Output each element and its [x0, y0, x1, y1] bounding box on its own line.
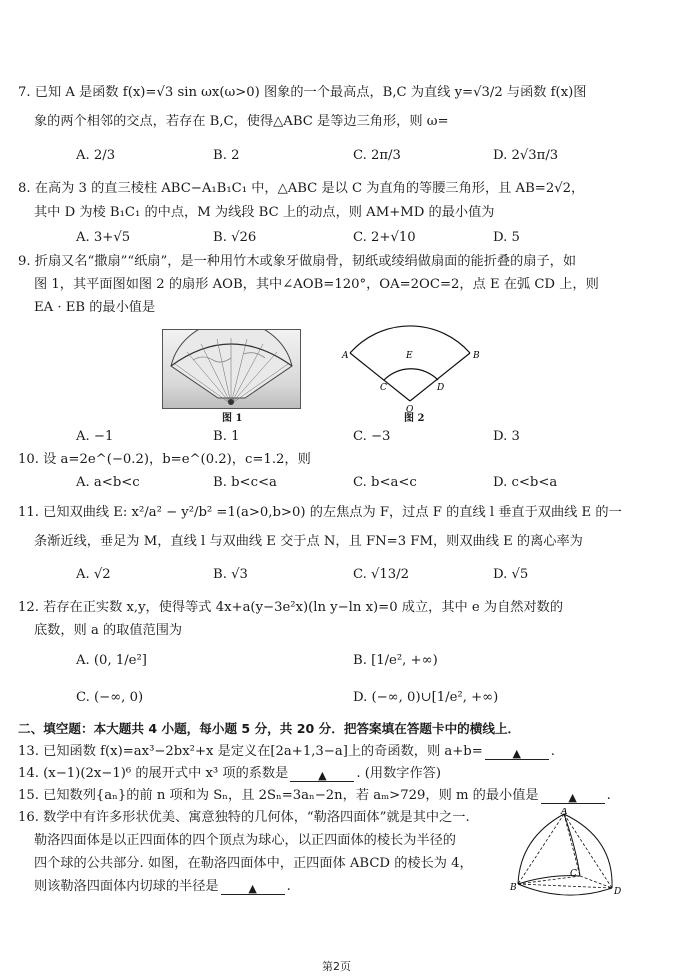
q7-option-c: C. 2π/3 [353, 148, 401, 163]
q15-tail: . [606, 788, 611, 803]
q16-stem-line4-wrap [34, 878, 291, 896]
q11-option-a: A. √2 [76, 567, 111, 582]
fan-sector-diagram [340, 306, 480, 416]
figure2-caption: 图 2 [404, 413, 425, 424]
fig16-label-a: A [561, 808, 568, 817]
q11-option-b: B. √3 [213, 567, 248, 582]
q13-blank-mark: ▲ [512, 747, 522, 760]
q12-stem-line2: 底数，则 a 的取值范围为 [34, 623, 183, 638]
q10-stem-line1: 10. 设 a=2e^(−0.2)，b=e^(0.2)，c=1.2，则 [18, 452, 311, 467]
q16-answer-blank[interactable] [221, 880, 285, 895]
q15-line [18, 787, 611, 805]
fig16-label-c: C [570, 869, 577, 879]
q11-stem-line2: 条渐近线，垂足为 M，直线 l 与双曲线 E 交于点 N，且 FN=3 FM，则双曲线 E 的离心率为 [34, 534, 583, 549]
q13-tail: . [550, 744, 555, 759]
q16-stem-line1: 16. 数学中有许多形状优美、寓意独特的几何体，“勒洛四面体”就是其中之一. [18, 810, 470, 825]
q11-stem-line1: 11. 已知双曲线 E: x²/a² − y²/b² =1(a>0,b>0) 的左焦点为 F，过点 F 的直线 l 垂直于双曲线 E 的一 [18, 505, 622, 520]
q10-option-b: B. b<c<a [213, 475, 277, 490]
q9-option-d: D. 3 [493, 429, 520, 444]
q8-option-c: C. 2+√10 [353, 230, 416, 245]
q14-text: 14. (x−1)(2x−1)⁶ 的展开式中 x³ 项的系数是 [18, 766, 289, 781]
q7-option-b: B. 2 [213, 148, 240, 163]
q7-option-a: A. 2/3 [76, 148, 116, 163]
fig2-label-e: E [406, 351, 413, 361]
q16-stem-line2: 勒洛四面体是以正四面体的四个顶点为球心，以正四面体的棱长为半径的 [34, 833, 456, 848]
q8-option-a: A. 3+√5 [76, 230, 131, 245]
q8-stem-line2: 其中 D 为棱 B₁C₁ 的中点，M 为线段 BC 上的动点，则 AM+MD 的最小值为 [34, 205, 495, 220]
q9-stem-line3: EA · EB 的最小值是 [34, 300, 156, 315]
fig2-label-c: C [380, 383, 387, 393]
q7-stem-line1: 7. 已知 A 是函数 f(x)=√3 sin ωx(ω>0) 图象的一个最高点，B,C 为直线 y=√3/2 与函数 f(x)图 [18, 85, 587, 100]
q16-tail: . [286, 879, 291, 894]
fig2-label-b: B [473, 351, 480, 361]
q11-option-c: C. √13/2 [353, 567, 410, 582]
q9-option-b: B. 1 [213, 429, 240, 444]
q13-line [18, 743, 555, 761]
reuleaux-tetrahedron-figure [510, 808, 622, 898]
q13-answer-blank[interactable] [485, 745, 549, 760]
fig16-label-d: D [614, 887, 622, 897]
q12-stem-line1: 12. 若存在正实数 x,y，使得等式 4x+a(y−3e²x)(ln y−ln x)=0 成立，其中 e 为自然对数的 [18, 600, 564, 615]
q10-option-d: D. c<b<a [493, 475, 558, 490]
fig2-label-a: A [342, 351, 349, 361]
fig16-label-b: B [510, 883, 517, 893]
q11-option-d: D. √5 [493, 567, 529, 582]
fig2-label-d: D [437, 383, 445, 393]
q8-option-d: D. 5 [493, 230, 520, 245]
q15-blank-mark: ▲ [568, 791, 577, 804]
q14-tail: . (用数字作答) [356, 766, 441, 781]
q9-option-c: C. −3 [353, 429, 391, 444]
q10-option-a: A. a<b<c [76, 475, 140, 490]
q14-line [18, 765, 441, 783]
folding-fan-drawing [163, 330, 300, 408]
q15-text: 15. 已知数列{aₙ}的前 n 项和为 Sₙ，且 2Sₙ=3aₙ−2n，若 aₘ>729，则 m 的最小值是 [18, 788, 539, 803]
q16-blank-mark: ▲ [248, 882, 257, 895]
q16-stem-line3: 四个球的公共部分. 如图，在勒洛四面体中，正四面体 ABCD 的棱长为 4， [34, 856, 473, 871]
page-number: 第2页 [322, 960, 351, 973]
q16-stem-line4: 则该勒洛四面体内切球的半径是 [34, 879, 219, 894]
section2-heading: 二、填空题：本大题共 4 小题，每小题 5 分，共 20 分．把答案填在答题卡中的横线上． [18, 721, 521, 736]
fig2-label-o: O [406, 405, 414, 415]
q7-stem-line2: 象的两个相邻的交点，若存在 B,C，使得△ABC 是等边三角形，则 ω= [34, 114, 449, 129]
q14-blank-mark: ▲ [318, 769, 327, 782]
q12-option-d: D. (−∞, 0)∪[1/e², +∞) [353, 690, 499, 705]
q14-answer-blank[interactable] [290, 767, 354, 782]
q12-option-c: C. (−∞, 0) [76, 690, 144, 705]
q12-option-a: A. (0, 1/e²] [76, 653, 147, 668]
q9-stem-line2: 图 1，其平面图如图 2 的扇形 AOB，其中∠AOB=120°，OA=2OC=2，点 E 在弧 CD 上，则 [34, 277, 599, 292]
folding-fan-photo [162, 329, 301, 409]
q7-option-d: D. 2√3π/3 [493, 148, 559, 163]
q13-text: 13. 已知函数 f(x)=ax³−2bx²+x 是定义在[2a+1,3−a]上的奇函数，则 a+b= [18, 744, 483, 759]
q8-stem-line1: 8. 在高为 3 的直三棱柱 ABC−A₁B₁C₁ 中，△ABC 是以 C 为直角的等腰三角形，且 AB=2√2， [18, 181, 585, 196]
q9-option-a: A. −1 [76, 429, 114, 444]
figure1-caption: 图 1 [222, 413, 243, 424]
q12-option-b: B. [1/e², +∞) [353, 653, 438, 668]
q9-stem-line1: 9. 折扇又名“撒扇”“纸扇”，是一种用竹木或象牙做扇骨，韧纸或绫绢做扇面的能折叠的扇子，如 [18, 254, 577, 269]
q8-option-b: B. √26 [213, 230, 257, 245]
q15-answer-blank[interactable] [541, 789, 605, 804]
q10-option-c: C. b<a<c [353, 475, 417, 490]
